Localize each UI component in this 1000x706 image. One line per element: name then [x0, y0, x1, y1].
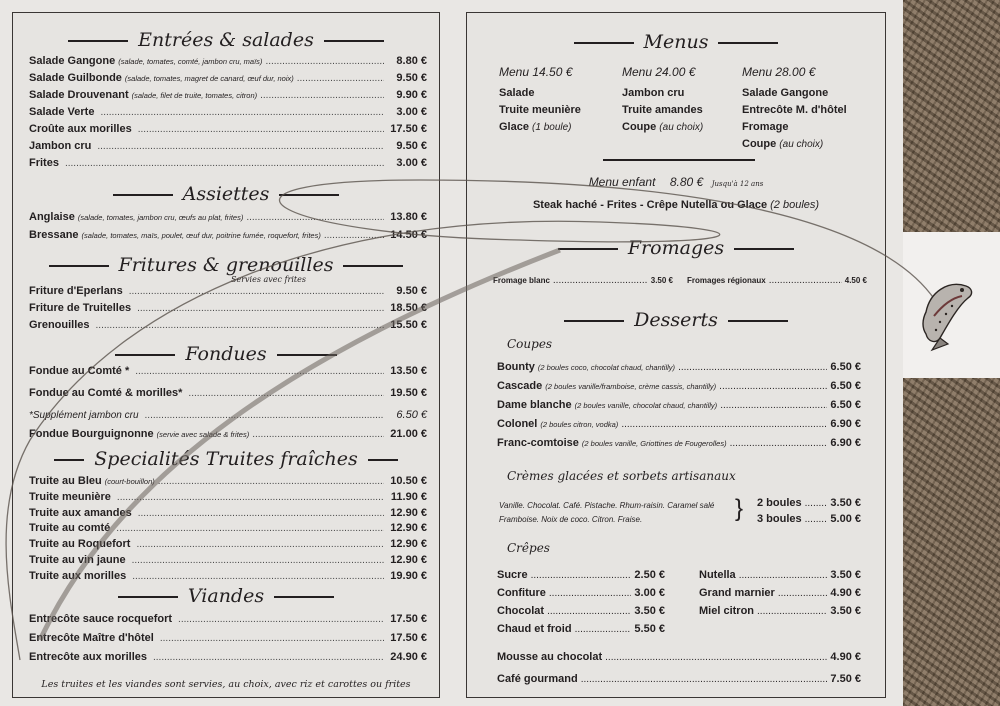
right-menu-panel [466, 12, 886, 698]
item-name: Truite aux amandes [29, 506, 132, 519]
menu-enfant: Menu enfant 8.80 € Jusqu'à 12 ans [588, 175, 764, 189]
glaces-flavours: Vanille. Chocolat. Café. Pistache. Rhum-raisin. Caramel salé Framboise. Noix de coco. Citron. Fraise. [499, 501, 715, 524]
item-name: Chocolat [497, 605, 545, 617]
item-price: 8.80 € [396, 55, 427, 67]
item-description: (court-bouillon) [104, 477, 155, 486]
item-description: (servie avec salade & frites) [156, 430, 250, 439]
item-price: 11.90 € [390, 490, 427, 503]
menu1-items: Salade Truite meunière Glace (1 boule) [499, 87, 581, 133]
item-name: Salade Verte [29, 106, 95, 118]
item-name: Truite meunière [29, 490, 111, 503]
item-price: 13.50 € [390, 365, 427, 377]
section-title-desserts: Desserts [467, 309, 885, 331]
menu-item-row [29, 632, 427, 644]
item-price: 3.50 € [830, 605, 861, 617]
menu-item-row [29, 409, 427, 421]
menu3-heading: Menu 28.00 € [742, 65, 816, 79]
item-price: 24.90 € [390, 651, 427, 663]
menu-item-row [29, 229, 427, 241]
item-description: (2 boules coco, chocolat chaud, chantilly) [537, 363, 676, 372]
menu3-items: Salade Gangone Entrecôte M. d'hôtel Fromage Coupe (au choix) [742, 87, 847, 150]
item-name: Salade Guilbonde [29, 72, 122, 84]
fromages-regionaux-row: Fromages régionaux ..... 4.50 € [687, 275, 867, 286]
item-price: 3.00 € [634, 587, 665, 599]
item-name: Fondue au Comté & morilles* [29, 387, 183, 399]
menu-enfant-content: Steak haché - Frites - Crêpe Nutella ou Glace (2 boules) [532, 199, 820, 211]
menu-item-row [29, 428, 427, 440]
item-price: 21.00 € [390, 428, 427, 440]
glaces-heading: Crèmes glacées et sorbets artisanaux [507, 469, 736, 483]
item-price: 6.50 € [396, 409, 427, 421]
item-price: 5.50 € [634, 623, 665, 635]
item-price: 2.50 € [634, 569, 665, 581]
item-name: Entrecôte aux morilles [29, 651, 147, 663]
trout-icon [918, 272, 978, 352]
glace-3-boules: 3 boules ..... 5.00 € [757, 513, 861, 525]
menu-item-row [29, 123, 427, 135]
item-name: Grand marnier [699, 587, 775, 599]
item-description: (salade, filet de truite, tomates, citron) [131, 91, 258, 100]
item-price: 17.50 € [390, 613, 427, 625]
item-price: 6.50 € [830, 380, 861, 392]
crepe-row [497, 569, 665, 581]
item-description: (2 boules vanille, Griottines de Fougerolles) [581, 439, 727, 448]
menu-item-row [29, 507, 427, 519]
item-name: Bressane [29, 229, 79, 241]
fritures-subtitle: Servies avec frites [231, 275, 306, 284]
item-name: Friture de Truitelles [29, 302, 132, 314]
item-price: 4.90 € [830, 587, 861, 599]
item-name: Croûte aux morilles [29, 123, 132, 135]
menu1-heading: Menu 14.50 € [499, 65, 573, 79]
item-price: 12.90 € [390, 522, 427, 535]
menu-item-row [29, 157, 427, 169]
item-name: Fondue Bourguignonne [29, 428, 154, 440]
item-name: Anglaise [29, 211, 75, 223]
coupe-row [497, 437, 861, 449]
crepe-row [497, 605, 665, 617]
footer-note: Les truites et les viandes sont servies, au choix, avec riz et carottes ou frites [41, 679, 411, 690]
item-price: 3.00 € [396, 157, 427, 169]
item-price: 17.50 € [390, 123, 427, 135]
item-name: *Supplément jambon cru [29, 410, 139, 421]
section-title-assiettes: Assiettes [13, 183, 439, 205]
menu-item-row [29, 106, 427, 118]
item-price: 6.50 € [830, 399, 861, 411]
item-price: 17.50 € [390, 632, 427, 644]
item-name: Truite au comté [29, 522, 111, 535]
item-description: (2 boules vanille, chocolat chaud, chantilly) [574, 401, 718, 410]
item-price: 9.50 € [396, 285, 427, 297]
item-price: 12.90 € [390, 538, 427, 551]
section-title-viandes: Viandes [13, 585, 439, 607]
item-price: 14.50 € [390, 229, 427, 241]
menu-item-row [29, 89, 427, 101]
left-menu-panel [12, 12, 440, 698]
menu-item-row [29, 475, 427, 487]
fromage-blanc-row: Fromage blanc ..... 3.50 € [493, 275, 673, 286]
menu-item-row [29, 570, 427, 582]
divider [603, 159, 755, 161]
glace-2-boules: 2 boules ..... 3.50 € [757, 497, 861, 509]
item-description: (salade, tomates, maïs, poulet, œuf dur, poitrine fumée, roquefort, frites) [81, 231, 321, 240]
menu-item-row [29, 285, 427, 297]
menu-item-row [29, 72, 427, 84]
item-name: Nutella [699, 569, 736, 581]
section-title-fondues: Fondues [13, 343, 439, 365]
item-price: 19.90 € [390, 569, 427, 582]
crepe-row [699, 605, 861, 617]
crepe-row [497, 587, 665, 599]
crepe-row [699, 569, 861, 581]
crepes-heading: Crêpes [507, 541, 550, 555]
menu-item-row [29, 55, 427, 67]
brace: } [735, 495, 744, 522]
item-price: 19.50 € [390, 387, 427, 399]
item-price: 3.50 € [830, 569, 861, 581]
item-name: Confiture [497, 587, 546, 599]
item-name: Miel citron [699, 605, 755, 617]
coupe-row [497, 418, 861, 430]
item-price: 6.90 € [830, 418, 861, 430]
item-price: 6.50 € [830, 361, 861, 373]
item-name: Franc-comtoise [497, 437, 579, 449]
mousse-row: Mousse au chocolat ..... 4.90 € [497, 651, 861, 663]
item-price: 10.50 € [390, 475, 427, 487]
item-description: (salade, tomates, magret de canard, œuf dur, noix) [124, 74, 294, 83]
item-name: Jambon cru [29, 140, 92, 152]
item-description: (salade, tomates, jambon cru, œufs au plat, frites) [77, 213, 244, 222]
item-description: (2 boules citron, vodka) [540, 420, 619, 429]
menu2-items: Jambon cru Truite amandes Coupe (au choix) [622, 87, 704, 133]
item-description: (2 boules vanille/framboise, crème cassis, chantilly) [545, 382, 717, 391]
item-name: Truite au Roquefort [29, 538, 131, 551]
item-name: Salade Drouvenant [29, 89, 129, 101]
menu-item-row [29, 538, 427, 550]
menu-item-row [29, 387, 427, 399]
stone-texture [903, 0, 1000, 232]
menu-item-row [29, 651, 427, 663]
section-title-truites: Specialités Truites fraîches [13, 448, 439, 470]
item-name: Chaud et froid [497, 623, 572, 635]
item-price: 12.90 € [390, 506, 427, 519]
item-name: Cascade [497, 380, 543, 392]
item-name: Frites [29, 157, 59, 169]
menu-item-row [29, 491, 427, 503]
item-price: 15.50 € [390, 319, 427, 331]
menu-item-row [29, 613, 427, 625]
decorative-photo-strip [903, 0, 1000, 706]
item-name: Bounty [497, 361, 535, 373]
item-name: Truite au Bleu [29, 475, 102, 487]
item-name: Sucre [497, 569, 528, 581]
menu-item-row [29, 302, 427, 314]
cafe-gourmand-row: Café gourmand ..... 7.50 € [497, 673, 861, 685]
item-price: 6.90 € [830, 437, 861, 449]
menu-item-row [29, 140, 427, 152]
item-name: Truite aux morilles [29, 569, 127, 582]
section-title-entrees: Entrées & salades [13, 29, 439, 51]
item-description: (salade, tomates, comté, jambon cru, maïs) [118, 57, 263, 66]
item-name: Salade Gangone [29, 55, 116, 67]
crepe-row [699, 587, 861, 599]
item-price: 12.90 € [390, 554, 427, 566]
item-name: Entrecôte Maître d'hôtel [29, 632, 154, 644]
item-name: Friture d'Eperlans [29, 285, 123, 297]
stone-texture [903, 378, 1000, 706]
item-price: 9.50 € [396, 72, 427, 84]
crepe-row [497, 623, 665, 635]
section-title-fromages: Fromages [467, 237, 885, 259]
section-title-fritures: Fritures & grenouilles [13, 254, 439, 276]
item-name: Fondue au Comté * [29, 365, 130, 377]
item-name: Grenouilles [29, 319, 90, 331]
menu-item-row [29, 211, 427, 223]
item-name: Truite au vin jaune [29, 554, 126, 566]
menu-item-row [29, 554, 427, 566]
item-price: 9.50 € [396, 140, 427, 152]
section-title-menus: Menus [467, 31, 885, 53]
coupe-row [497, 361, 861, 373]
item-price: 18.50 € [390, 302, 427, 314]
item-price: 3.50 € [634, 605, 665, 617]
menu2-heading: Menu 24.00 € [622, 65, 696, 79]
item-price: 3.00 € [396, 106, 427, 118]
menu-item-row [29, 365, 427, 377]
coupe-row [497, 380, 861, 392]
item-price: 9.90 € [396, 89, 427, 101]
item-name: Dame blanche [497, 399, 572, 411]
coupes-heading: Coupes [507, 337, 553, 351]
item-price: 13.80 € [390, 211, 427, 223]
item-name: Entrecôte sauce rocquefort [29, 613, 173, 625]
menu-item-row [29, 522, 427, 534]
menu-item-row [29, 319, 427, 331]
coupe-row [497, 399, 861, 411]
item-name: Colonel [497, 418, 538, 430]
